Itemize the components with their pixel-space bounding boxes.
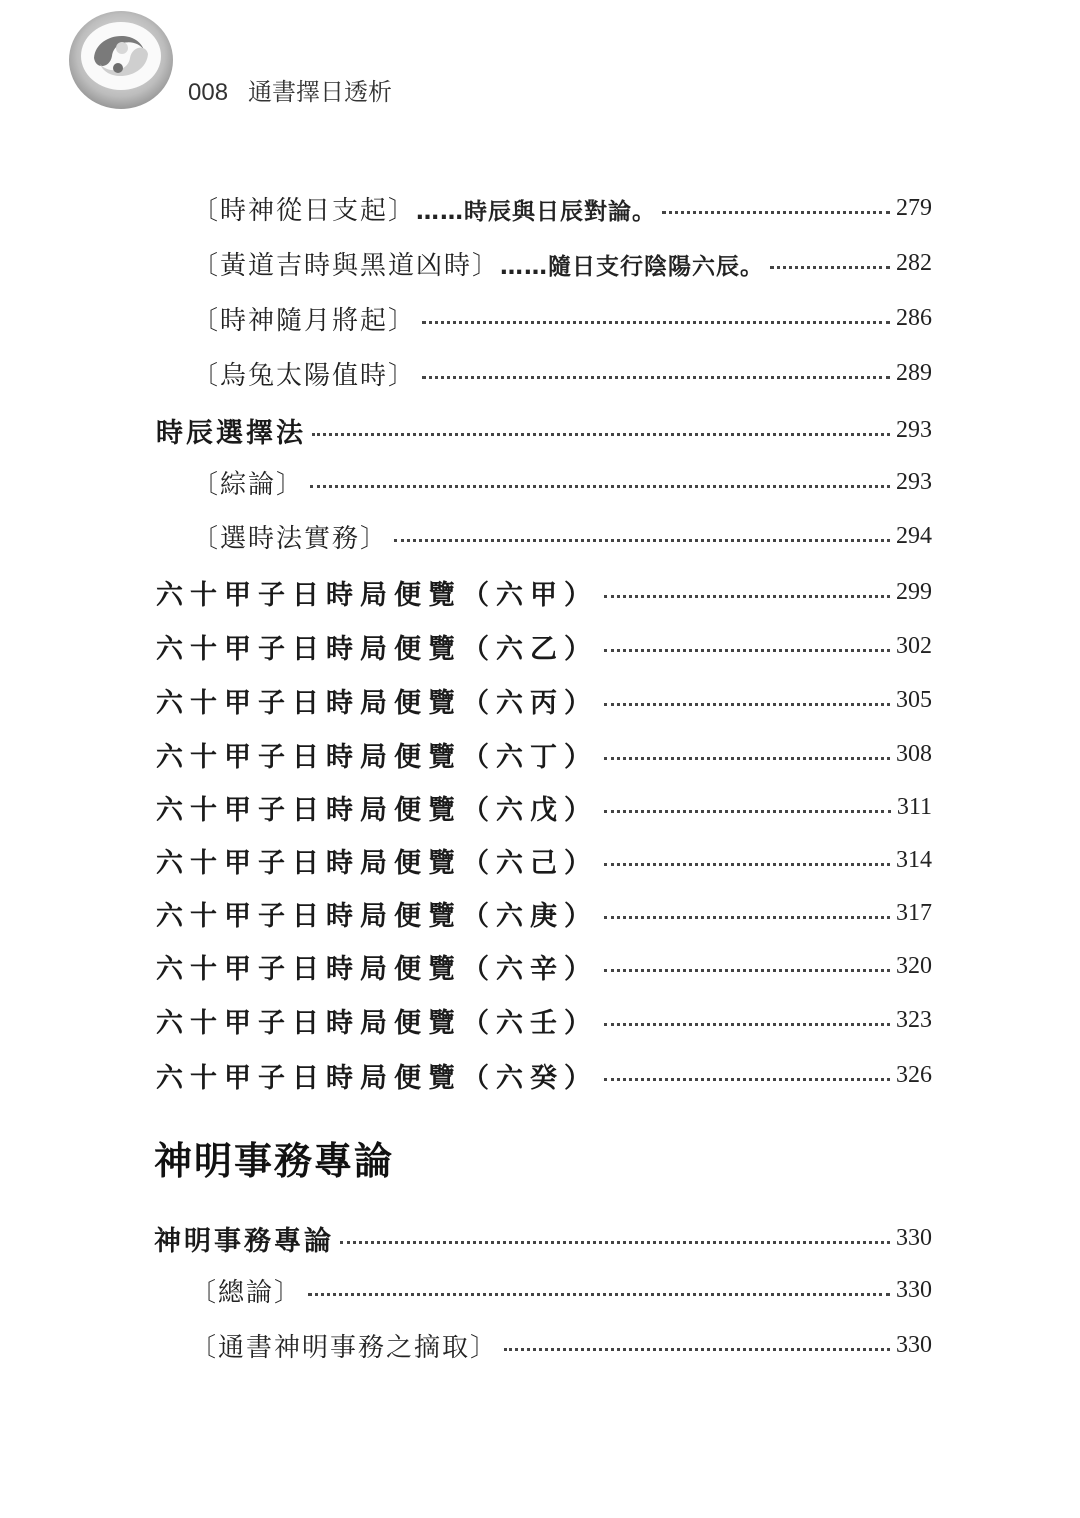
- toc-entry-title: 六十甲子日時局便覽（六戊）: [156, 794, 598, 826]
- toc-entry-title: 〔選時法實務〕: [192, 523, 389, 554]
- toc-entry[interactable]: [156, 626, 932, 666]
- toc-page-number: 323: [896, 1006, 932, 1033]
- toc-entry-title: 六十甲子日時局便覽（六癸）: [156, 1062, 598, 1094]
- toc-entry-title: 六十甲子日時局便覽（六甲）: [156, 579, 598, 611]
- toc-entry[interactable]: [156, 1000, 932, 1040]
- toc-entry[interactable]: [156, 734, 932, 774]
- toc-entry-note: ……時辰與日辰對論。: [416, 198, 657, 225]
- dot-leader: [312, 433, 890, 436]
- toc-page-number: 320: [896, 952, 932, 979]
- section-heading: 神明事務專論: [154, 1139, 395, 1183]
- toc-page-number: 286: [896, 304, 932, 331]
- dot-leader: [604, 649, 890, 652]
- toc-entry-title: 〔時神從日支起〕: [192, 195, 417, 226]
- dot-leader: [604, 1023, 890, 1026]
- dot-leader: [422, 321, 890, 324]
- toc-entry-title: 〔烏兔太陽值時〕: [192, 360, 417, 391]
- toc-page-number: 326: [896, 1061, 932, 1088]
- toc-page-number: 293: [896, 468, 932, 495]
- toc-page-number: 308: [896, 740, 932, 767]
- toc-entry[interactable]: [192, 353, 932, 393]
- toc-entry[interactable]: [190, 1270, 932, 1310]
- toc-page-number: 282: [896, 249, 932, 276]
- toc-entry[interactable]: [192, 188, 932, 228]
- toc-page-number: 314: [896, 846, 932, 873]
- toc-page-number: 311: [896, 793, 932, 820]
- toc-entry-title: 〔時神隨月將起〕: [192, 305, 417, 336]
- toc-page-number: 302: [896, 632, 932, 659]
- toc-entry[interactable]: [192, 298, 932, 338]
- toc-entry[interactable]: [156, 1055, 932, 1095]
- dot-leader: [604, 703, 890, 706]
- toc-entry[interactable]: [156, 572, 932, 612]
- toc-entry-title: 〔黃道吉時與黑道凶時〕: [192, 250, 501, 281]
- toc-page-number: 294: [896, 522, 932, 549]
- dot-leader: [604, 863, 890, 866]
- dot-leader: [308, 1293, 890, 1296]
- toc-entry-title: 神明事務專論: [154, 1225, 334, 1257]
- toc-entry-note: ……隨日支行陰陽六辰。: [500, 253, 765, 280]
- toc-entry-title: 六十甲子日時局便覽（六丙）: [156, 687, 598, 719]
- dot-leader: [604, 1078, 890, 1081]
- running-header: [188, 72, 392, 107]
- dot-leader: [310, 485, 890, 488]
- dot-leader: [604, 969, 890, 972]
- header-book-title: 通書擇日透析: [248, 79, 393, 106]
- toc-entry-title: 〔總論〕: [190, 1277, 303, 1308]
- toc-entry-title: 六十甲子日時局便覽（六辛）: [156, 953, 598, 985]
- header-page-number: 008: [188, 79, 229, 106]
- toc-page-number: 279: [896, 194, 932, 221]
- dot-leader: [770, 266, 890, 269]
- toc-page-number: 317: [896, 899, 932, 926]
- toc-entry[interactable]: [156, 410, 932, 450]
- toc-page-number: 330: [896, 1224, 932, 1251]
- toc-entry[interactable]: [156, 946, 932, 986]
- toc-entry-title: 六十甲子日時局便覽（六庚）: [156, 900, 598, 932]
- toc-entry[interactable]: [192, 462, 932, 502]
- toc-page-number: 293: [896, 416, 932, 443]
- toc-entry-title: 六十甲子日時局便覽（六己）: [156, 847, 598, 879]
- dot-leader: [340, 1241, 890, 1244]
- dot-leader: [394, 539, 890, 542]
- dot-leader: [662, 211, 890, 214]
- toc-page-number: 299: [896, 578, 932, 605]
- toc-entry-title: 六十甲子日時局便覽（六乙）: [156, 633, 598, 665]
- toc-entry-title: 〔通書神明事務之摘取〕: [190, 1332, 499, 1363]
- toc-entry[interactable]: [192, 516, 932, 556]
- toc-page-number: 330: [896, 1331, 932, 1358]
- dot-leader: [604, 757, 890, 760]
- toc-entry[interactable]: [156, 893, 932, 933]
- dot-leader: [604, 595, 890, 598]
- toc-page-number: 289: [896, 359, 932, 386]
- yin-yang-logo-icon: [66, 8, 176, 112]
- toc-entry-title: 六十甲子日時局便覽（六丁）: [156, 741, 598, 773]
- toc-entry-title: 〔綜論〕: [192, 469, 305, 500]
- toc-entry[interactable]: [190, 1325, 932, 1365]
- dot-leader: [604, 916, 890, 919]
- toc-entry-title: 時辰選擇法: [156, 417, 306, 449]
- toc-entry-title: 六十甲子日時局便覽（六壬）: [156, 1007, 598, 1039]
- dot-leader: [604, 810, 891, 813]
- toc-entry[interactable]: [192, 243, 932, 283]
- toc-page-number: 330: [896, 1276, 932, 1303]
- toc-entry[interactable]: [156, 840, 932, 880]
- toc-entry[interactable]: [156, 680, 932, 720]
- toc-entry[interactable]: [154, 1218, 932, 1258]
- dot-leader: [504, 1348, 890, 1351]
- toc-page-number: 305: [896, 686, 932, 713]
- dot-leader: [422, 376, 890, 379]
- toc-entry[interactable]: [156, 787, 932, 827]
